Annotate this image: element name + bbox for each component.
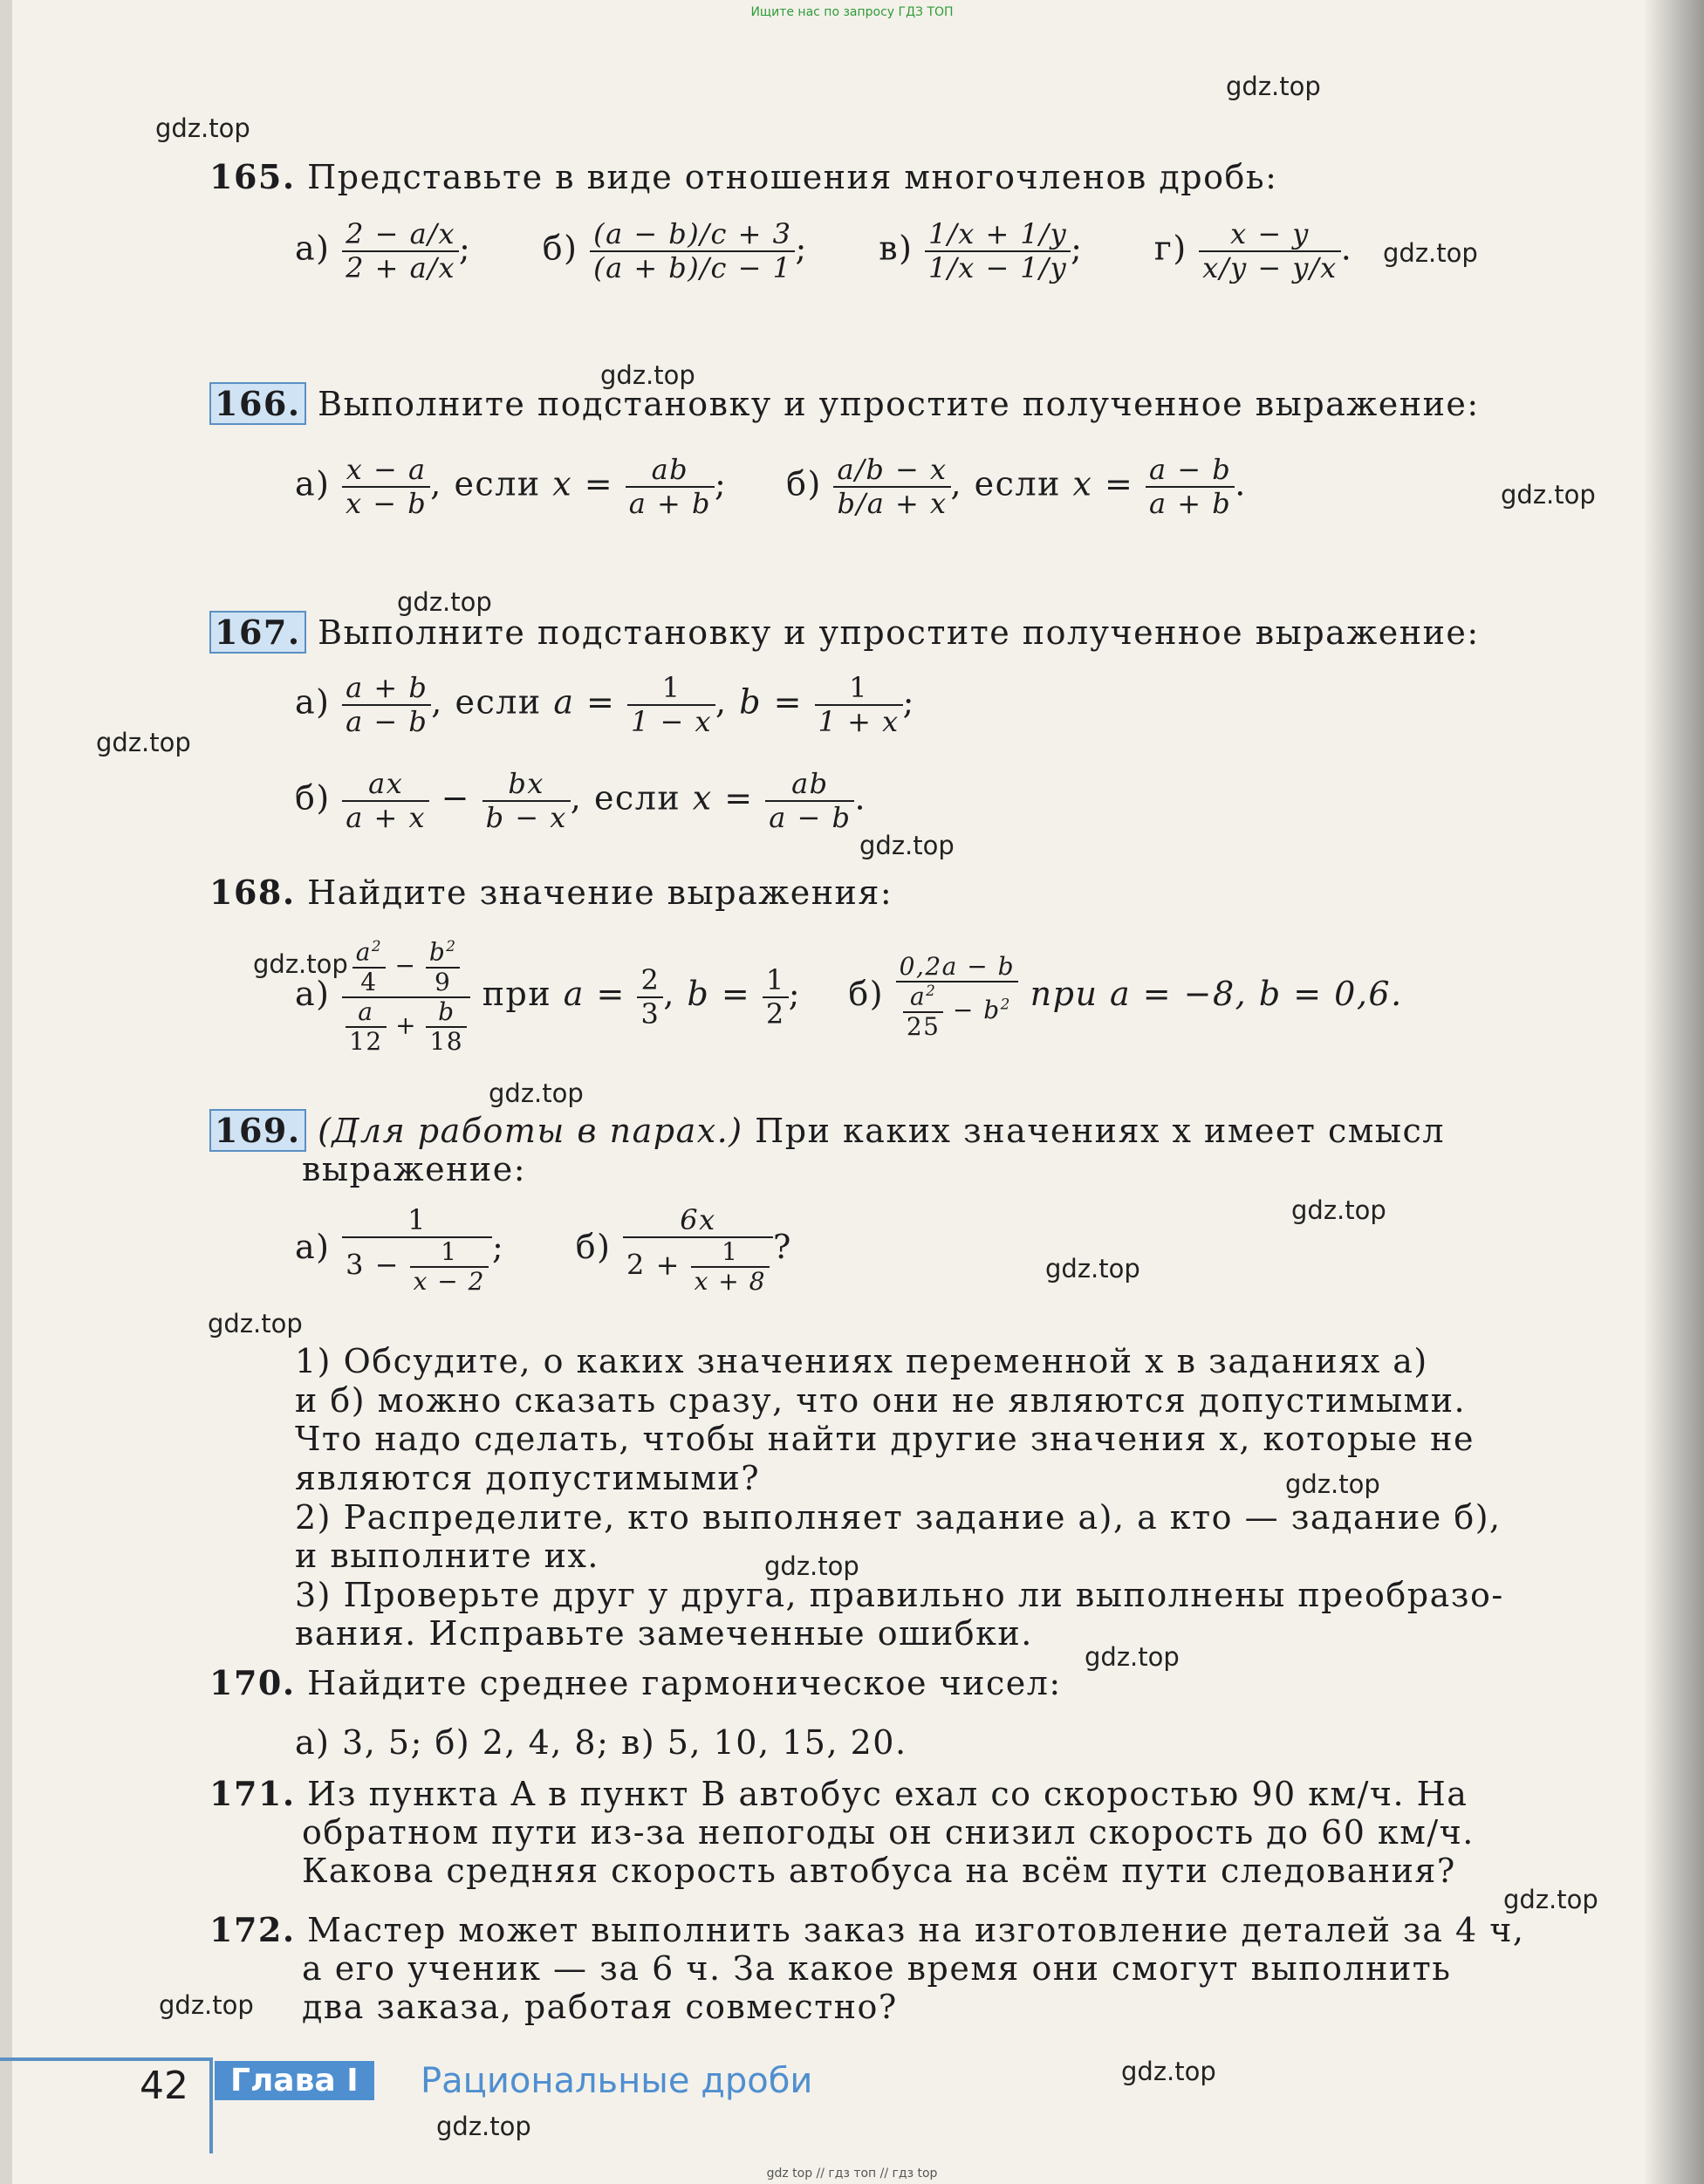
p169-line: являются допустимыми? xyxy=(295,1459,761,1497)
watermark: gdz.top xyxy=(1121,2057,1216,2086)
problem-169-heading-cont: выражение: xyxy=(302,1150,527,1188)
watermark: gdz.top xyxy=(1285,1469,1380,1499)
problem-170-heading xyxy=(209,1663,1062,1702)
p172-line: два заказа, работая совместно? xyxy=(302,1988,898,2026)
problem-166-heading xyxy=(209,384,1480,423)
chapter-title: Рациональные дроби xyxy=(421,2061,813,2101)
problem-number: 170. xyxy=(209,1663,296,1702)
problem-number: 171. xyxy=(209,1774,296,1813)
watermark: gdz.top xyxy=(1383,238,1478,268)
problem-169-parts: а) 1 3 − $\frac{1}{x - 2}$ ; б) 6x 2 + $\frac{1}{x + 8}$ ? xyxy=(295,1203,792,1296)
problem-165-heading xyxy=(209,157,1277,196)
page-number: 42 xyxy=(140,2064,188,2108)
problem-text: Выполните подстановку и упростите полученное выражение: xyxy=(318,613,1480,652)
problem-number: 172. xyxy=(209,1910,296,1949)
watermark: gdz.top xyxy=(96,728,191,757)
watermark: gdz.top xyxy=(253,949,348,979)
page-binding-shadow xyxy=(1643,0,1704,2184)
p169-line: Что надо сделать, чтобы найти другие значения x, которые не xyxy=(295,1420,1475,1458)
problem-166-parts: а) $\frac{x - a}{x - b}$ , если x = $\frac{ab}{a + b}$ ; б) $\frac{a/b - x}{b/a + x}$ , если x = $\frac{a - b}{a + b}$ . xyxy=(295,453,1247,520)
problem-168-heading xyxy=(209,873,893,912)
problem-172-heading: 172. Мастер может выполнить заказ на изготовление деталей за 4 ч, xyxy=(209,1910,1525,1949)
chapter-label: Глава I xyxy=(215,2061,374,2100)
problem-number: 169. xyxy=(209,1109,306,1152)
watermark: gdz.top xyxy=(1045,1254,1140,1284)
p169-line: 2) Распределите, кто выполняет задание а), а кто — задание б), xyxy=(295,1498,1502,1537)
problem-number: 166. xyxy=(209,382,306,425)
problem-167-part-b: б) $\frac{ax}{a + x}$ − $\frac{bx}{b - x}$ , если x = $\frac{ab}{a - b}$ . xyxy=(295,767,867,834)
watermark: gdz.top xyxy=(159,1990,254,2020)
problem-text: Найдите среднее гармоническое чисел: xyxy=(307,1664,1062,1702)
watermark: gdz.top xyxy=(600,360,695,390)
footer-rule xyxy=(209,2057,213,2153)
p172-line: а его ученик — за 6 ч. За какое время они смогут выполнить xyxy=(302,1949,1452,1988)
p169-line: вания. Исправьте замеченные ошибки. xyxy=(295,1614,1033,1653)
problem-text: Представьте в виде отношения многочленов дробь: xyxy=(307,158,1278,196)
watermark: gdz.top xyxy=(1226,72,1321,101)
watermark: gdz.top xyxy=(1085,1642,1180,1672)
problem-170-answers: а) 3, 5; б) 2, 4, 8; в) 5, 10, 15, 20. xyxy=(295,1723,907,1762)
problem-number: 168. xyxy=(209,873,296,912)
watermark: gdz.top xyxy=(859,831,955,860)
problem-number: 167. xyxy=(209,611,306,654)
p171-line: обратном пути из-за непогоды он снизил скорость до 60 км/ч. xyxy=(302,1813,1475,1852)
problem-167-part-a: а) $\frac{a + b}{a - b}$ , если a = $\frac{1}{1 - x}$ , b = $\frac{1}{1 + x}$ ; xyxy=(295,671,915,738)
header-promo: Ищите нас по запросу ГДЗ ТОП xyxy=(750,5,954,19)
problem-171-heading: 171. Из пункта A в пункт B автобус ехал со скоростью 90 км/ч. На xyxy=(209,1774,1468,1813)
watermark: gdz.top xyxy=(489,1078,584,1108)
watermark: gdz.top xyxy=(1291,1195,1386,1225)
watermark: gdz.top xyxy=(764,1551,859,1581)
watermark: gdz.top xyxy=(1503,1885,1598,1914)
footer-rule xyxy=(0,2057,209,2061)
p169-line: и выполните их. xyxy=(295,1537,599,1575)
p169-line: 3) Проверьте друг у друга, правильно ли выполнены преобразо- xyxy=(295,1576,1504,1614)
problem-169-heading: 169. (Для работы в парах.) При каких значениях x имеет смысл xyxy=(209,1111,1445,1150)
p169-line: и б) можно сказать сразу, что они не являются допустимыми. xyxy=(295,1381,1467,1420)
watermark: gdz.top xyxy=(436,2112,531,2141)
footer-promo: gdz top // гдз топ // гдз top xyxy=(766,2167,938,2181)
p169-line: 1) Обсудите, о каких значениях переменной x в заданиях а) xyxy=(295,1342,1428,1380)
problem-165-parts: а) $\frac{2 - a/x}{2 + a/x}$ ; б) $\frac{(a - b)/c + 3}{(a + b)/c - 1}$ ; в) $\frac{1/x + 1/y}{1/x - 1/y}$ ; г) $\frac{x - y}{x/y - y/x}$ . xyxy=(295,217,1353,284)
watermark: gdz.top xyxy=(1501,480,1596,510)
page-left-edge xyxy=(0,0,12,2184)
problem-text: Найдите значение выражения: xyxy=(307,873,893,912)
watermark: gdz.top xyxy=(397,587,492,617)
problem-168-parts: а) $\frac{a^2}{4}$ − $\frac{b^2}{9}$ $\frac{a}{12}$ + $\frac{b}{18}$ при a = $\frac{2}{3}$ , b = $\frac{1}{2}$ ; б) 0,2a − b $\frac{a^2}{25}$ − $b^2$ при a = −8, b = 0,6. xyxy=(295,937,1403,1056)
watermark: gdz.top xyxy=(155,113,250,143)
p171-line: Какова средняя скорость автобуса на всём пути следования? xyxy=(302,1852,1456,1890)
problem-167-heading xyxy=(209,613,1480,652)
problem-text: Выполните подстановку и упростите полученное выражение: xyxy=(318,385,1480,423)
watermark: gdz.top xyxy=(208,1309,303,1338)
problem-number: 165. xyxy=(209,157,296,196)
